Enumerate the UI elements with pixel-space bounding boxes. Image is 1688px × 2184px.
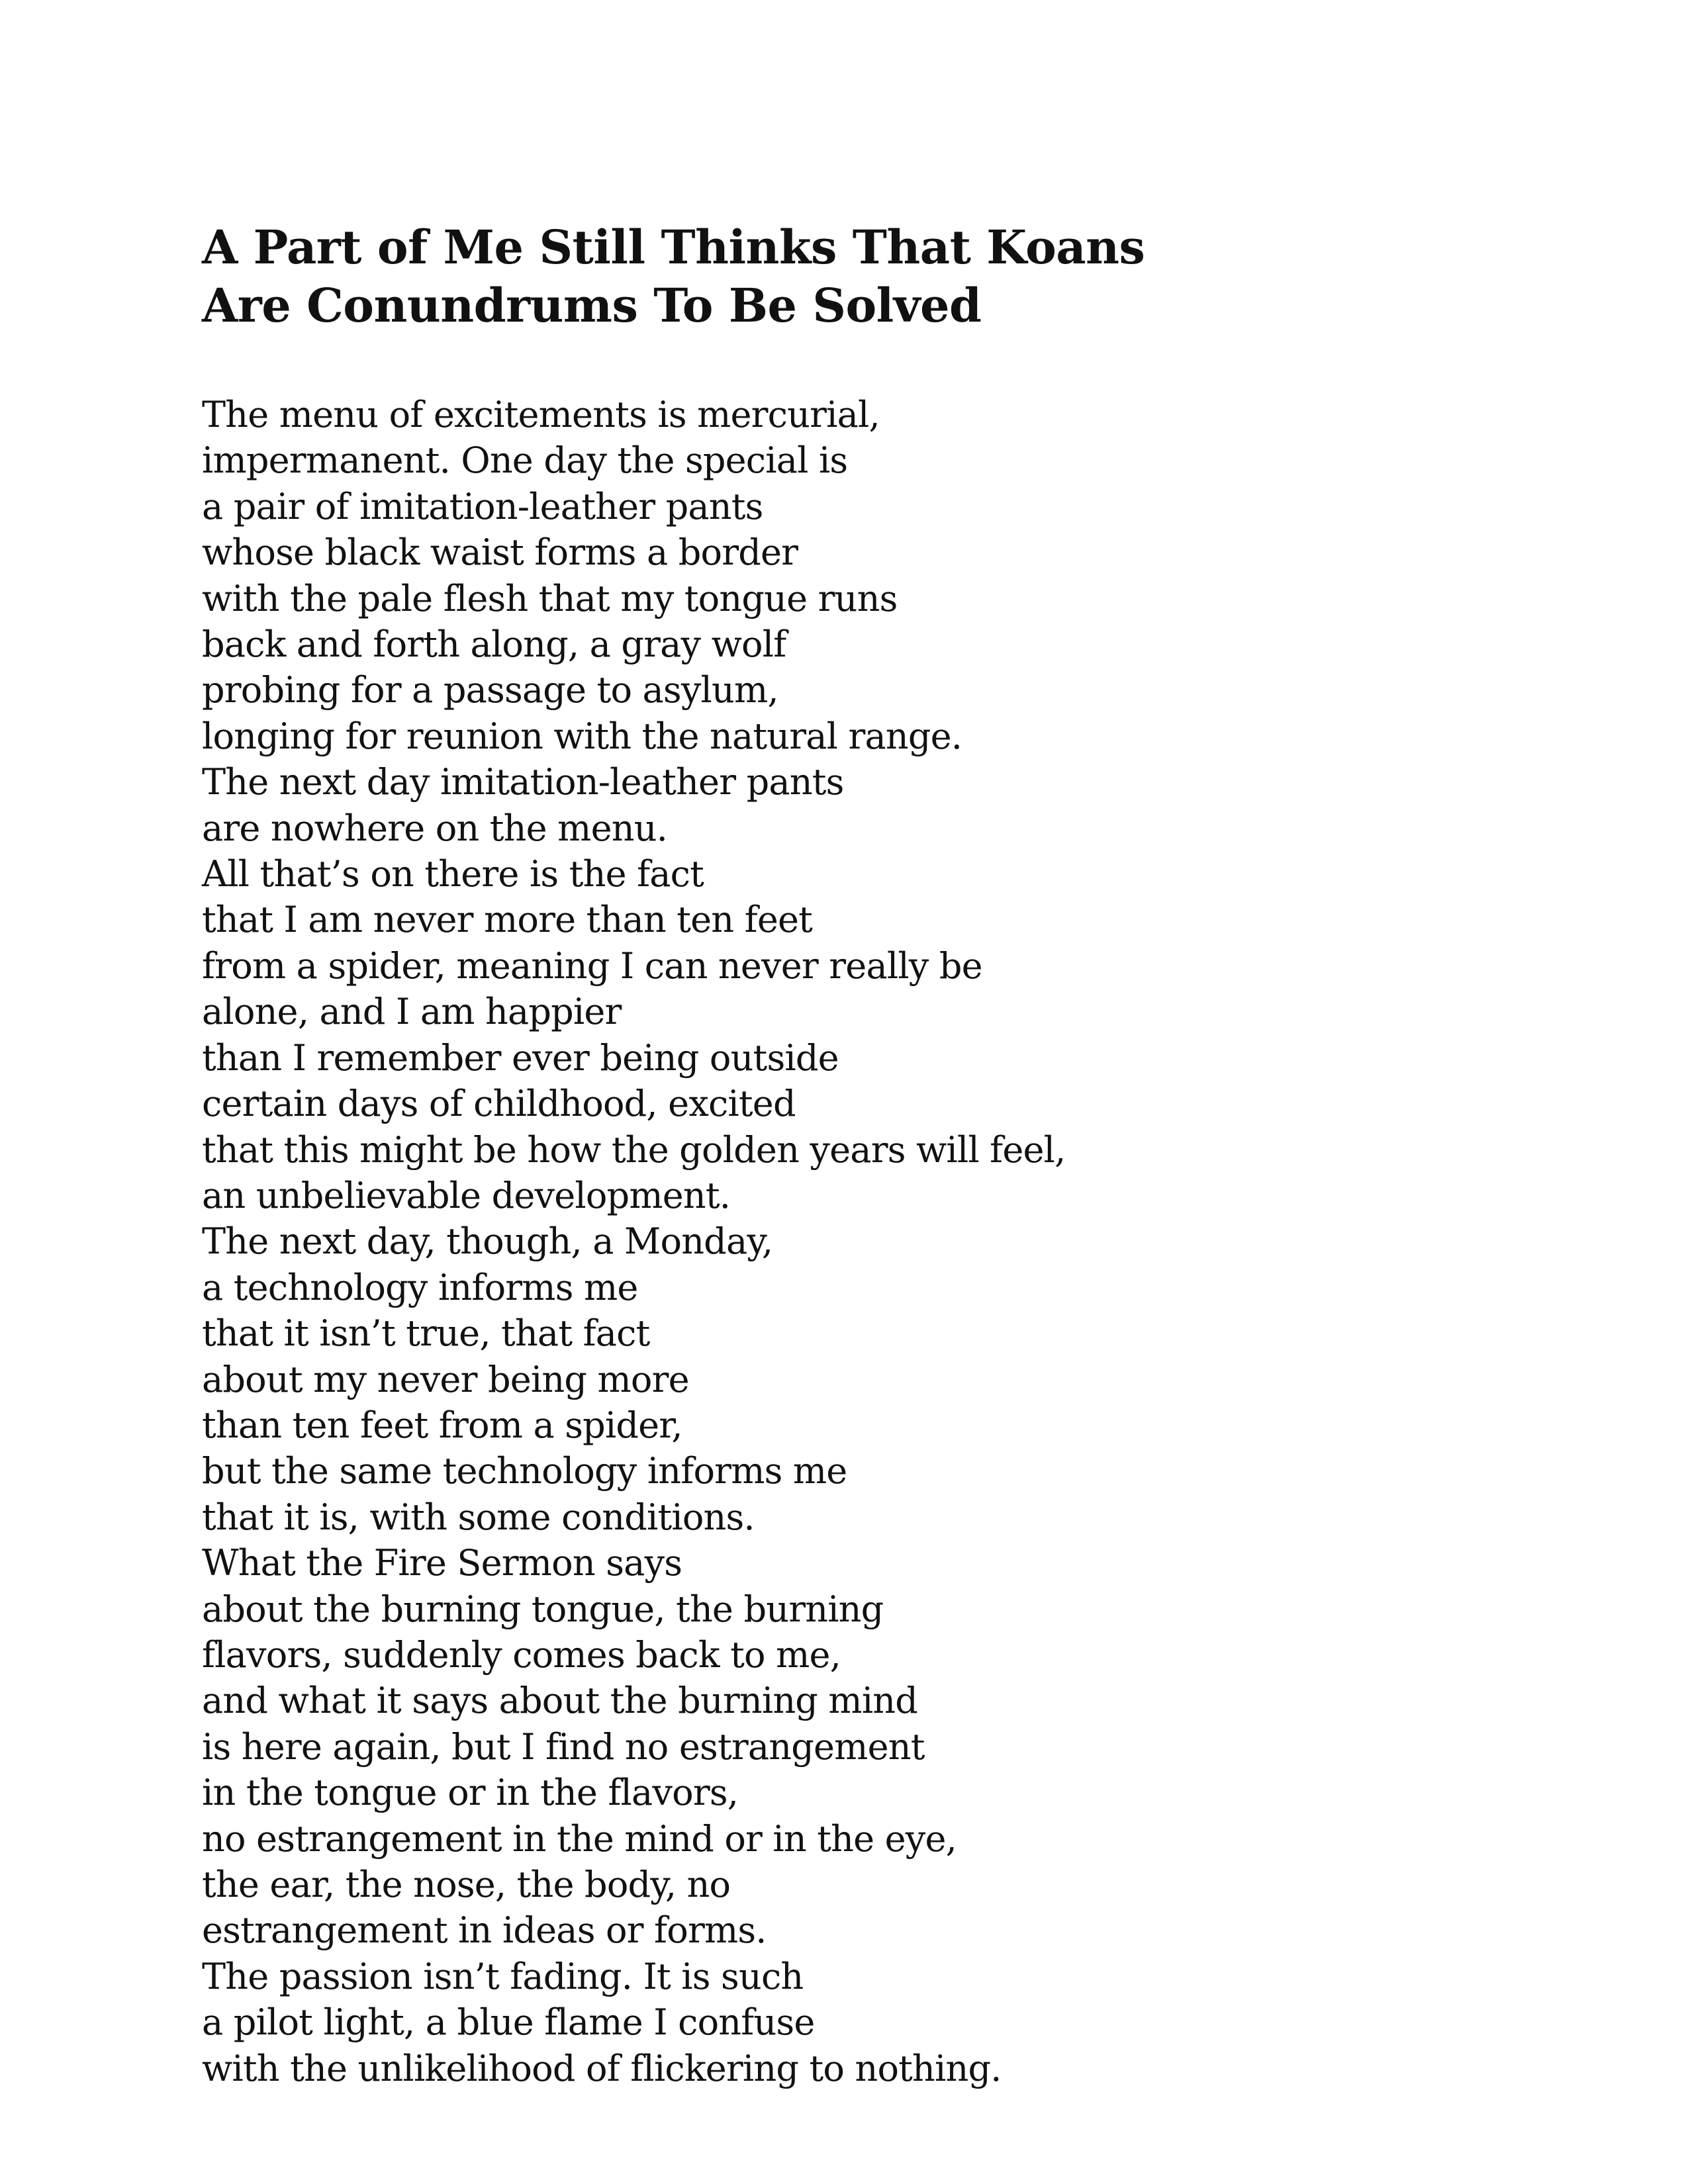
poem-line: an unbelievable development. [202,1174,731,1216]
poem-line: that I am never more than ten feet [202,899,813,941]
poem-line: What the Fire Sermon says [202,1542,682,1584]
poem-line: than I remember ever being outside [202,1036,839,1079]
poem-line: a technology informs me [202,1266,638,1308]
poem-line: The menu of excitements is mercurial, [202,394,880,435]
poem-line: in the tongue or in the flavors, [202,1772,739,1814]
document-page [202,218,1460,2091]
poem-line: that this might be how the golden years will feel, [202,1128,1066,1171]
poem-line: probing for a passage to asylum, [202,669,778,711]
poem-body [202,392,1460,2091]
poem-line: All that’s on there is the fact [202,853,704,895]
poem-line: longing for reunion with the natural range. [202,715,962,757]
poem-line: back and forth along, a gray wolf [202,623,786,666]
poem-line: but the same technology informs me [202,1450,847,1492]
poem-line: the ear, the nose, the body, no [202,1864,731,1905]
poem-line: estrangement in ideas or forms. [202,1909,767,1952]
poem-line: impermanent. One day the special is [202,439,848,482]
poem-line: about the burning tongue, the burning [202,1588,884,1630]
poem-line: The next day imitation-leather pants [202,761,844,803]
poem-line: about my never being more [202,1358,689,1400]
poem-line: The next day, though, a Monday, [202,1220,773,1263]
poem-title-line-1: A Part of Me Still Thinks That Koans [202,220,1145,275]
poem-line: with the pale flesh that my tongue runs [202,577,898,619]
poem-line: whose black waist forms a border [202,531,798,574]
poem-line: alone, and I am happier [202,991,622,1033]
poem-line: and what it says about the burning mind [202,1680,918,1722]
poem-title [202,218,1460,335]
poem-line: a pilot light, a blue flame I confuse [202,2001,815,2044]
poem-line: is here again, but I find no estrangement [202,1725,925,1768]
poem-line: with the unlikelihood of flickering to nothing. [202,2047,1002,2089]
poem-line: The passion isn’t fading. It is such [202,1955,804,1997]
poem-line: that it is, with some conditions. [202,1496,755,1538]
poem-line: no estrangement in the mind or in the eye, [202,1817,957,1860]
poem-line: flavors, suddenly comes back to me, [202,1633,841,1676]
poem-line: than ten feet from a spider, [202,1404,682,1446]
poem-line: from a spider, meaning I can never really be [202,944,982,987]
poem-title-line-2: Are Conundrums To Be Solved [202,278,982,333]
poem-line: a pair of imitation-leather pants [202,485,763,527]
poem-line: are nowhere on the menu. [202,807,668,849]
poem-line: that it isn’t true, that fact [202,1312,650,1355]
poem-line: certain days of childhood, excited [202,1083,796,1125]
